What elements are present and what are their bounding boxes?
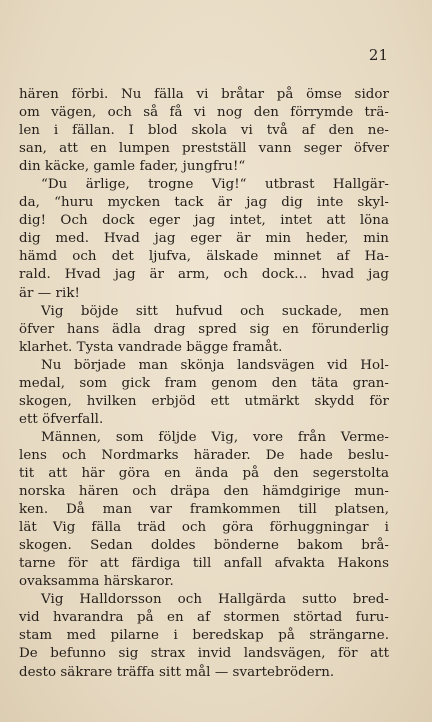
page-number: 21 <box>368 46 388 64</box>
text-line: skogen, hvilken erbjöd ett utmärkt skydd för <box>19 393 389 409</box>
text-line: len i fällan. I blod skola vi två af den ne- <box>19 123 389 139</box>
text-line: Vig Halldorsson och Hallgärda sutto bred- <box>41 592 389 608</box>
text-line: Vig böjde sitt hufvud och suckade, men <box>41 303 389 319</box>
text-line: De befunno sig strax invid landsvägen, för att <box>19 646 389 662</box>
text-line: är — rik! <box>19 285 80 301</box>
text-line: lät Vig fälla träd och göra förhuggningar i <box>19 520 389 536</box>
text-line: dig med. Hvad jag eger är min heder, min <box>19 231 389 247</box>
text-line: medal, som gick fram genom den täta gran- <box>19 375 389 391</box>
text-line: klarhet. Tysta vandrade bägge framåt. <box>19 339 283 355</box>
text-line: skogen. Sedan doldes bönderne bakom brå- <box>19 538 389 554</box>
text-line: vid hvarandra på en af stormen störtad furu- <box>19 610 389 626</box>
text-line: da, “huru mycken tack är jag dig inte skyl- <box>19 195 389 211</box>
body-text <box>19 86 389 682</box>
text-line: ett öfverfall. <box>19 411 104 427</box>
text-line: desto säkrare träffa sitt mål — svartebrödern. <box>19 664 335 680</box>
text-line: lens och Nordmarks härader. De hade beslu- <box>19 447 389 463</box>
text-line: dig! Och dock eger jag intet, intet att löna <box>19 213 389 229</box>
text-line: tit att här göra en ända på den segerstolta <box>19 465 389 481</box>
text-line: om vägen, och så få vi nog den förrymde trä- <box>19 105 389 121</box>
text-line: Nu började man skönja landsvägen vid Hol- <box>41 357 389 373</box>
text-line: norska hären och dräpa den hämdgirige mun- <box>19 484 389 500</box>
text-line: din käcke, gamle fader, jungfru!“ <box>19 159 246 175</box>
text-line: hären förbi. Nu fälla vi bråtar på ömse sidor <box>19 87 389 102</box>
text-line: “Du ärlige, trogne Vig!“ utbrast Hallgär- <box>41 177 389 193</box>
text-line: öfver hans ädla drag spred sig en förunderlig <box>19 321 389 337</box>
text-line: ken. Då man var framkommen till platsen, <box>19 502 389 518</box>
text-line: san, att en lumpen prestställ vann seger öfver <box>19 141 389 157</box>
text-line: stam med pilarne i beredskap på strängarne. <box>19 628 389 644</box>
text-line: ovaksamma härskaror. <box>19 574 174 590</box>
text-line: tarne för att färdiga till anfall afvakta Hakons <box>19 556 389 572</box>
text-line: Männen, som följde Vig, vore från Verme- <box>41 429 389 445</box>
text-line: hämd och det ljufva, älskade minnet af Ha- <box>19 249 389 265</box>
text-line: rald. Hvad jag är arm, och dock... hvad jag <box>19 267 389 283</box>
